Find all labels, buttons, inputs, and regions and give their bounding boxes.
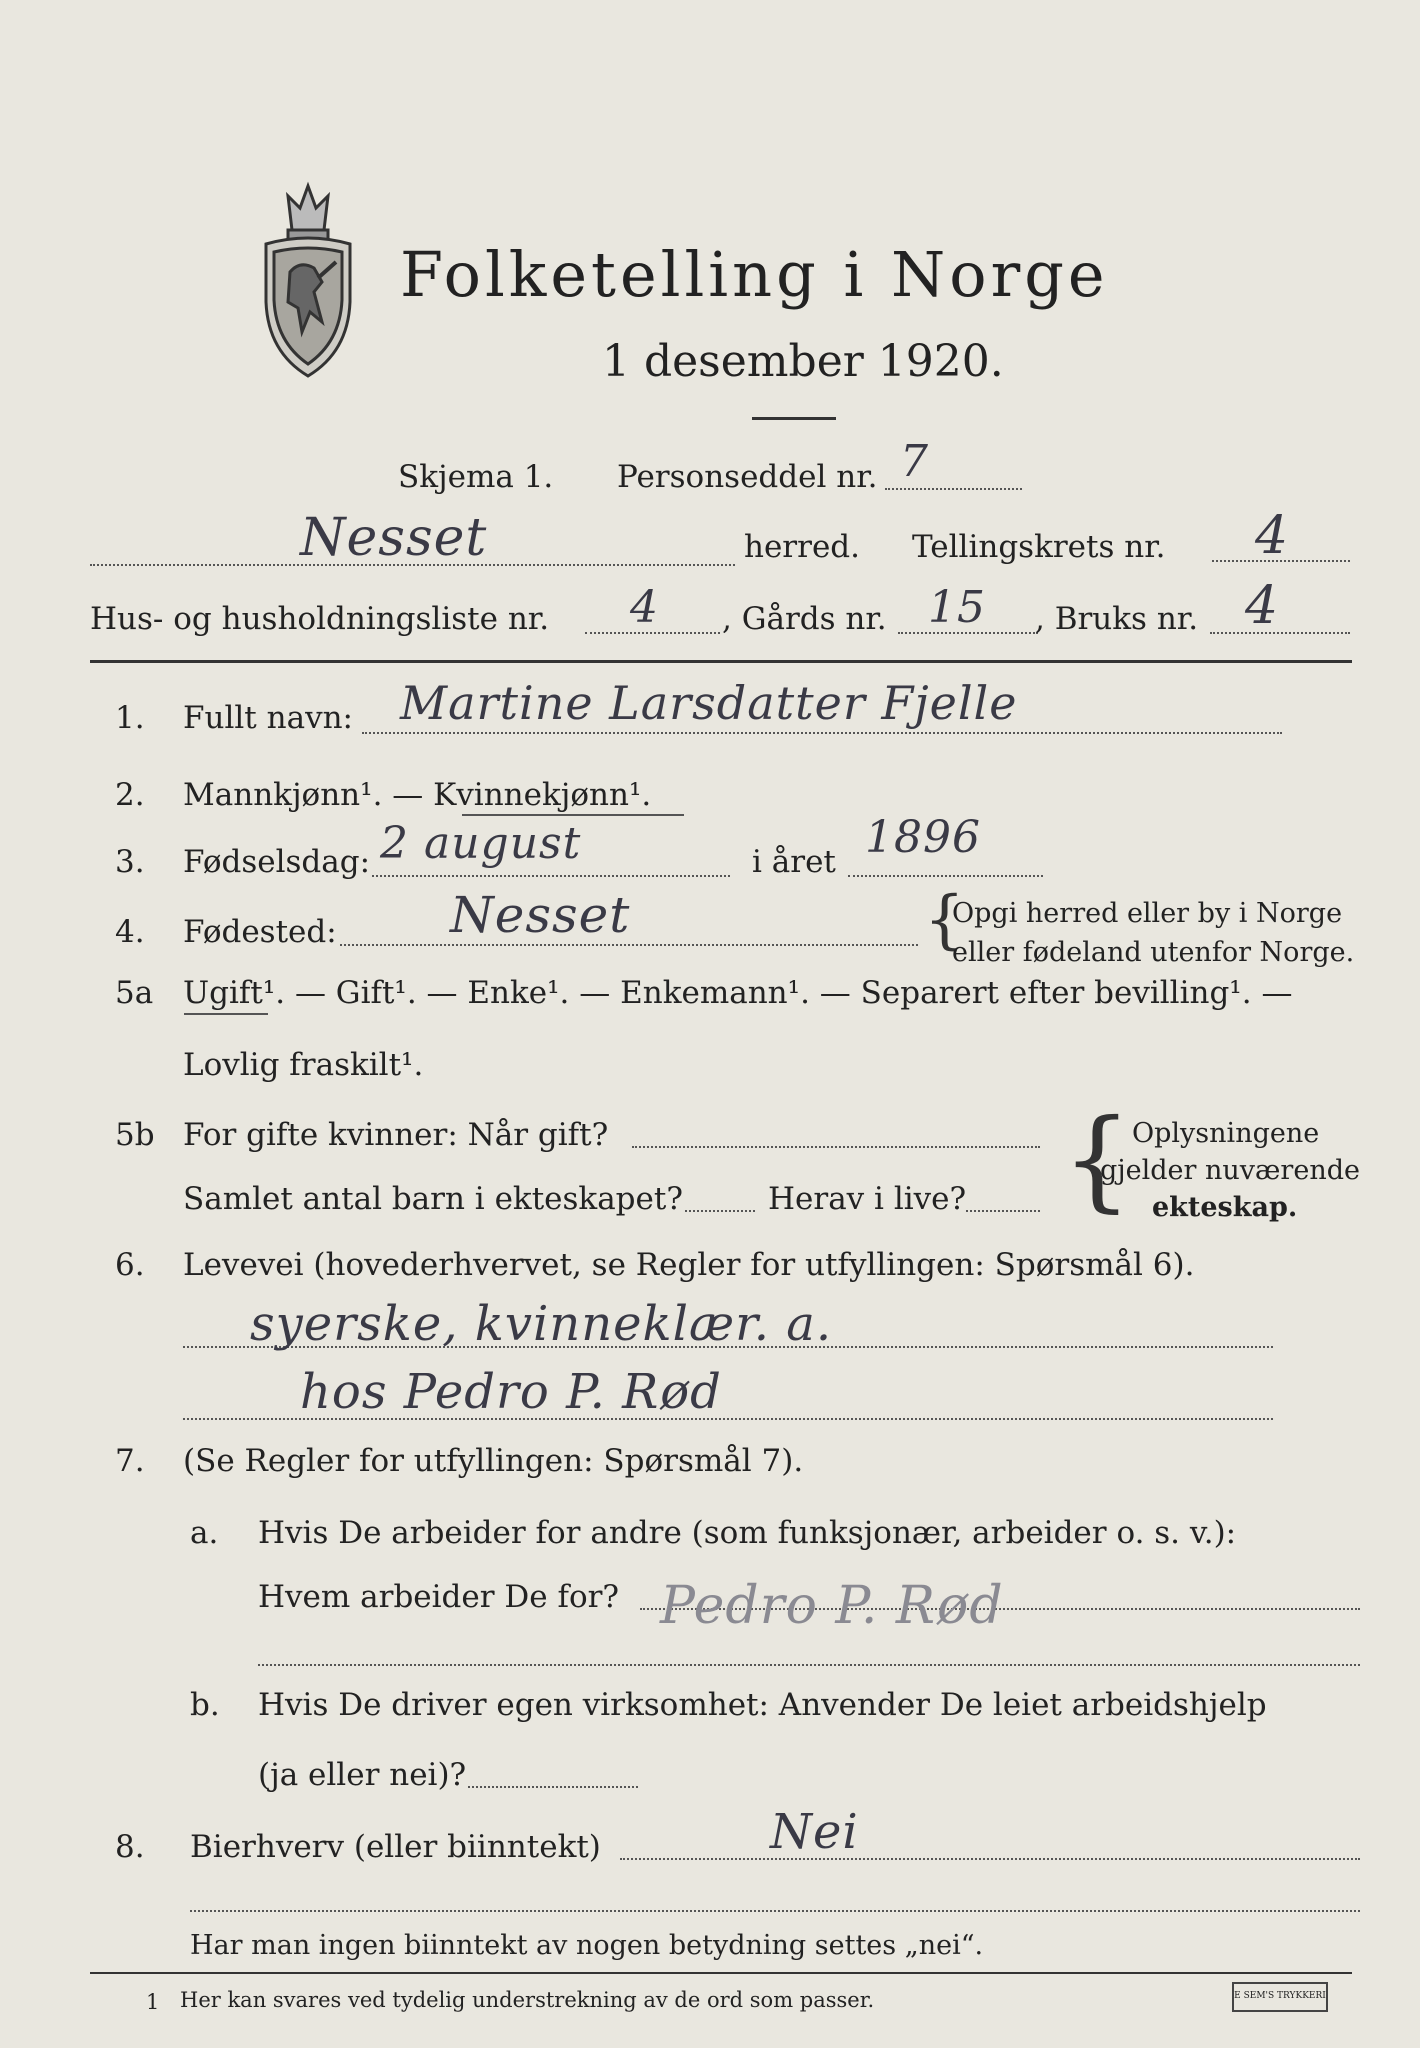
q4-note-2: eller fødeland utenfor Norge.	[952, 937, 1355, 968]
q3-number: 3.	[115, 844, 145, 880]
personseddel-value[interactable]: 7	[900, 436, 929, 487]
footnote-text: Her kan svares ved tydelig understrekning av de ord som passer.	[180, 1988, 875, 2012]
footnote-divider	[90, 1972, 1352, 1974]
tellingskrets-value[interactable]: 4	[1255, 506, 1290, 566]
full-name-value[interactable]: Martine Larsdatter Fjelle	[400, 676, 1018, 730]
q7b-label-2: (ja eller nei)?	[258, 1757, 467, 1793]
q8-label: Bierhverv (eller biinntekt)	[190, 1829, 601, 1865]
q7a-line-2	[258, 1664, 1360, 1666]
q1-label: Fullt navn:	[183, 700, 353, 736]
title-divider	[752, 417, 836, 420]
q7b-line	[468, 1786, 638, 1788]
form-date: 1 desember 1920.	[602, 336, 1004, 387]
bruks-value[interactable]: 4	[1245, 576, 1280, 636]
q7-label: (Se Regler for utfyllingen: Spørsmål 7).	[183, 1443, 804, 1479]
q5b-number: 5b	[115, 1117, 155, 1153]
occupation-value-1[interactable]: syerske, kvinneklær. a.	[250, 1296, 833, 1352]
personseddel-label: Personseddel nr.	[617, 459, 878, 495]
q1-number: 1.	[115, 700, 145, 736]
q5b-note-3: ekteskap.	[1152, 1192, 1298, 1223]
gards-value[interactable]: 15	[928, 582, 986, 633]
q5a-number: 5a	[115, 975, 154, 1011]
q6-label: Levevei (hovederhvervet, se Regler for utfyllingen: Spørsmål 6).	[183, 1247, 1195, 1283]
q5b-note-2: gjelder nuværende	[1100, 1155, 1360, 1186]
q5b-brace: {	[1062, 1095, 1132, 1223]
q5a-label: Ugift¹. — Gift¹. — Enke¹. — Enkemann¹. — Separert efter bevilling¹. —	[183, 975, 1293, 1011]
q5b-label: For gifte kvinner: Når gift?	[183, 1117, 609, 1153]
side-income-value[interactable]: Nei	[770, 1804, 859, 1860]
bruks-label: , Bruks nr.	[1035, 601, 1199, 637]
printer-stamp: E SEM'S TRYKKERI	[1232, 1982, 1328, 2012]
form-title: Folketelling i Norge	[400, 238, 1109, 311]
q5b-alive-label: Herav i live?	[768, 1181, 967, 1217]
q3-label: Fødselsdag:	[183, 844, 371, 880]
bruks-line	[1210, 632, 1350, 634]
herred-value[interactable]: Nesset	[300, 508, 488, 568]
q5b-children-label: Samlet antal barn i ekteskapet?	[183, 1181, 683, 1217]
q6-number: 6.	[115, 1247, 145, 1283]
gards-label: , Gårds nr.	[722, 601, 887, 637]
q2-number: 2.	[115, 777, 145, 813]
q4-line	[340, 944, 918, 946]
q8-line-1	[620, 1858, 1360, 1860]
q5a-label-2: Lovlig fraskilt¹.	[183, 1047, 424, 1083]
q4-note-1: Opgi herred eller by i Norge	[952, 898, 1343, 929]
q7-number: 7.	[115, 1443, 145, 1479]
q3-year-label: i året	[752, 844, 836, 880]
q4-number: 4.	[115, 914, 145, 950]
q7b-letter: b.	[190, 1687, 220, 1723]
q4-label: Fødested:	[183, 914, 337, 950]
q7a-label: Hvis De arbeider for andre (som funksjonær, arbeider o. s. v.):	[258, 1515, 1237, 1551]
side-income-note: Har man ingen biinntekt av nogen betydning settes „nei“.	[190, 1930, 984, 1961]
q7a-letter: a.	[190, 1515, 219, 1551]
q5b-alive-line	[966, 1210, 1040, 1212]
coat-of-arms-icon	[248, 172, 368, 382]
section-divider	[90, 660, 1352, 663]
q5b-note-1: Oplysningene	[1132, 1118, 1320, 1149]
tellingskrets-label: Tellingskrets nr.	[912, 529, 1166, 565]
kvinnekjonn-underline	[462, 814, 684, 816]
herred-label: herred.	[744, 529, 860, 565]
q1-line	[362, 732, 1282, 734]
footnote-number: 1	[146, 1990, 160, 2014]
skjema-label: Skjema 1.	[398, 459, 554, 495]
hus-label: Hus- og husholdningsliste nr.	[90, 601, 550, 637]
q8-line-2	[190, 1910, 1360, 1912]
q2-label: Mannkjønn¹. — Kvinnekjønn¹.	[183, 777, 652, 813]
hus-value[interactable]: 4	[630, 582, 659, 633]
q7a-employer-label: Hvem arbeider De for?	[258, 1579, 620, 1615]
q8-number: 8.	[115, 1829, 145, 1865]
q3-year-line	[848, 875, 1043, 877]
personseddel-line	[885, 488, 1022, 490]
q4-brace: {	[924, 883, 965, 957]
birthday-value[interactable]: 2 august	[380, 818, 582, 869]
employer-value[interactable]: Pedro P. Rød	[660, 1576, 1004, 1636]
q5b-married-line	[632, 1146, 1040, 1148]
q7b-label: Hvis De driver egen virksomhet: Anvender De leiet arbeidshjelp	[258, 1687, 1267, 1723]
ugift-underline	[184, 1013, 268, 1015]
birthplace-value[interactable]: Nesset	[450, 886, 631, 944]
occupation-value-2[interactable]: hos Pedro P. Rød	[300, 1364, 722, 1420]
q5b-children-line	[685, 1210, 755, 1212]
q3-line	[372, 875, 730, 877]
birth-year-value[interactable]: 1896	[865, 812, 981, 863]
